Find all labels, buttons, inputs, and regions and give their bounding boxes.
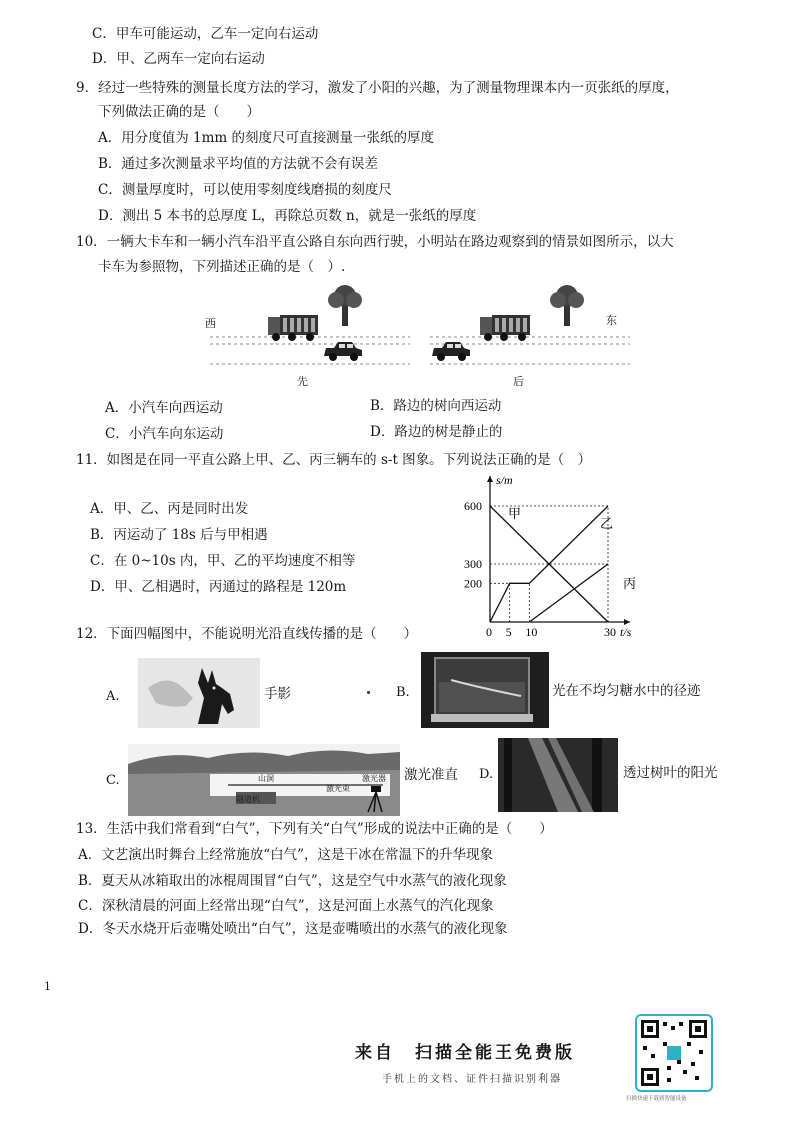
q12-stem: 12．下面四幅图中，不能说明光沿直线传播的是（ ） xyxy=(76,626,418,642)
y-axis-label: s/m xyxy=(496,473,513,487)
q8-option-d: D．甲、乙两车一定向右运动 xyxy=(92,51,265,67)
x-tick-label: 5 xyxy=(505,625,512,639)
car-after xyxy=(432,342,470,361)
q10-figure xyxy=(200,282,640,392)
beaker-light-icon xyxy=(421,652,549,728)
q10-option-d: D．路边的树是静止的 xyxy=(370,424,503,440)
q11-stem: 11．如图是在同一平直公路上甲、乙、丙三辆车的 s-t 图象。下列说法正确的是（ ） xyxy=(76,452,592,468)
q12-c-label-beam: 激光束 xyxy=(326,784,350,793)
q11-option-b: B．丙运动了 18s 后与甲相遇 xyxy=(90,527,268,543)
hand-shadow-image xyxy=(138,658,260,728)
q10-stem-cont: 卡车为参照物，下列描述正确的是（ ）. xyxy=(98,259,346,275)
q10-before-label: 先 xyxy=(297,375,308,388)
q9-option-c: C．测量厚度时，可以使用零刻度线磨损的刻度尺 xyxy=(98,182,392,198)
q8-option-c: C．甲车可能运动，乙车一定向右运动 xyxy=(92,26,319,42)
y-tick-label: 300 xyxy=(464,557,482,571)
q13-option-d: D．冬天水烧开后壶嘴处喷出“白气”，这是壶嘴喷出的水蒸气的液化现象 xyxy=(78,921,508,937)
tree-after xyxy=(550,285,584,326)
q10-option-a: A．小汽车向西运动 xyxy=(105,400,223,416)
q12-c-label-mountain: 山洞 xyxy=(258,774,274,783)
q12-option-d-caption: 透过树叶的阳光 xyxy=(623,765,718,781)
q12-option-c-letter: C. xyxy=(106,773,120,788)
hand-shadow-icon xyxy=(138,658,260,728)
scan-dot xyxy=(367,691,370,694)
truck-after xyxy=(480,315,530,341)
series-label: 丙 xyxy=(623,577,637,592)
q13-option-a: A．文艺演出时舞台上经常施放“白气”，这是干冰在常温下的升华现象 xyxy=(78,847,494,863)
q11-option-a: A．甲、乙、丙是同时出发 xyxy=(90,501,249,517)
tree-before xyxy=(328,285,362,326)
q13-stem: 13．生活中我们常看到“白气”，下列有关“白气”形成的说法中正确的是（ ） xyxy=(76,821,553,837)
q12-option-a-caption: 手影 xyxy=(264,686,291,702)
series-label: 甲 xyxy=(508,507,522,522)
q10-west-label: 西 xyxy=(205,317,216,330)
x-axis-label: t/s xyxy=(620,625,632,639)
series-line-丙 xyxy=(529,564,608,622)
sugar-water-image xyxy=(421,652,549,728)
q13-option-b: B．夏天从冰箱取出的冰棍周围冒“白气”，这是空气中水蒸气的液化现象 xyxy=(78,873,507,889)
y-tick-label: 200 xyxy=(464,576,482,591)
q10-option-b: B．路边的树向西运动 xyxy=(370,398,502,414)
q11-option-c: C．在 0~10s 内，甲、乙的平均速度不相等 xyxy=(90,553,356,569)
q10-stem: 10．一辆大卡车和一辆小汽车沿平直公路自东向西行驶，小明站在路边观察到的情景如图所示，以大 xyxy=(76,234,674,250)
qr-code-icon xyxy=(637,1016,711,1090)
scanner-watermark: 来自 扫描全能王免费版 xyxy=(355,1043,575,1063)
y-tick-label: 600 xyxy=(464,499,482,513)
q12-c-label-laser: 激光器 xyxy=(362,774,386,783)
q12-option-b-letter: B. xyxy=(396,685,410,700)
x-tick-label: 10 xyxy=(525,625,538,639)
page-number: 1 xyxy=(44,980,51,993)
q9-option-d: D．测出 5 本书的总厚度 L，再除总页数 n，就是一张纸的厚度 xyxy=(98,208,477,224)
q12-option-b-caption: 光在不均匀糖水中的径迹 xyxy=(552,683,701,699)
forest-sunbeam-icon xyxy=(498,738,618,812)
x-tick-label: 0 xyxy=(486,625,492,639)
y-axis-arrow xyxy=(487,476,493,482)
sunlight-trees-image xyxy=(498,738,618,812)
q12-option-c-caption: 激光准直 xyxy=(404,767,458,783)
q12-option-d-letter: D. xyxy=(479,767,494,782)
q9-stem: 9．经过一些特殊的测量长度方法的学习，激发了小阳的兴趣，为了测量物理课本内一页张纸的厚度， xyxy=(76,80,679,96)
q13-option-c: C．深秋清晨的河面上经常出现“白气”，这是河面上水蒸气的汽化现象 xyxy=(78,898,494,914)
q10-east-label: 东 xyxy=(606,314,617,327)
scanner-slogan: 手机上的文档、证件扫描识别利器 xyxy=(382,1074,562,1085)
qr-code[interactable] xyxy=(635,1014,713,1092)
q10-option-c: C．小汽车向东运动 xyxy=(105,426,224,442)
x-tick-label: 30 xyxy=(604,625,616,639)
q11-option-d: D．甲、乙相遇时，丙通过的路程是 120m xyxy=(90,579,347,595)
car-before xyxy=(324,342,362,361)
q10-after-label: 后 xyxy=(513,375,524,388)
series-label: 乙 xyxy=(600,517,614,532)
q9-option-b: B．通过多次测量求平均值的方法就不会有误差 xyxy=(98,156,378,172)
truck-before xyxy=(268,315,318,341)
q9-stem-cont: 下列做法正确的是（ ） xyxy=(98,104,260,120)
st-graph xyxy=(455,470,645,640)
q12-option-a-letter: A. xyxy=(106,689,120,704)
q12-c-label-tunnel: 隧道机 xyxy=(236,795,260,804)
qr-caption: 扫描快速下载到智能设备 xyxy=(626,1096,687,1102)
q9-option-a: A．用分度值为 1mm 的刻度尺可直接测量一张纸的厚度 xyxy=(98,130,435,146)
truck-car-illustration xyxy=(200,282,640,392)
